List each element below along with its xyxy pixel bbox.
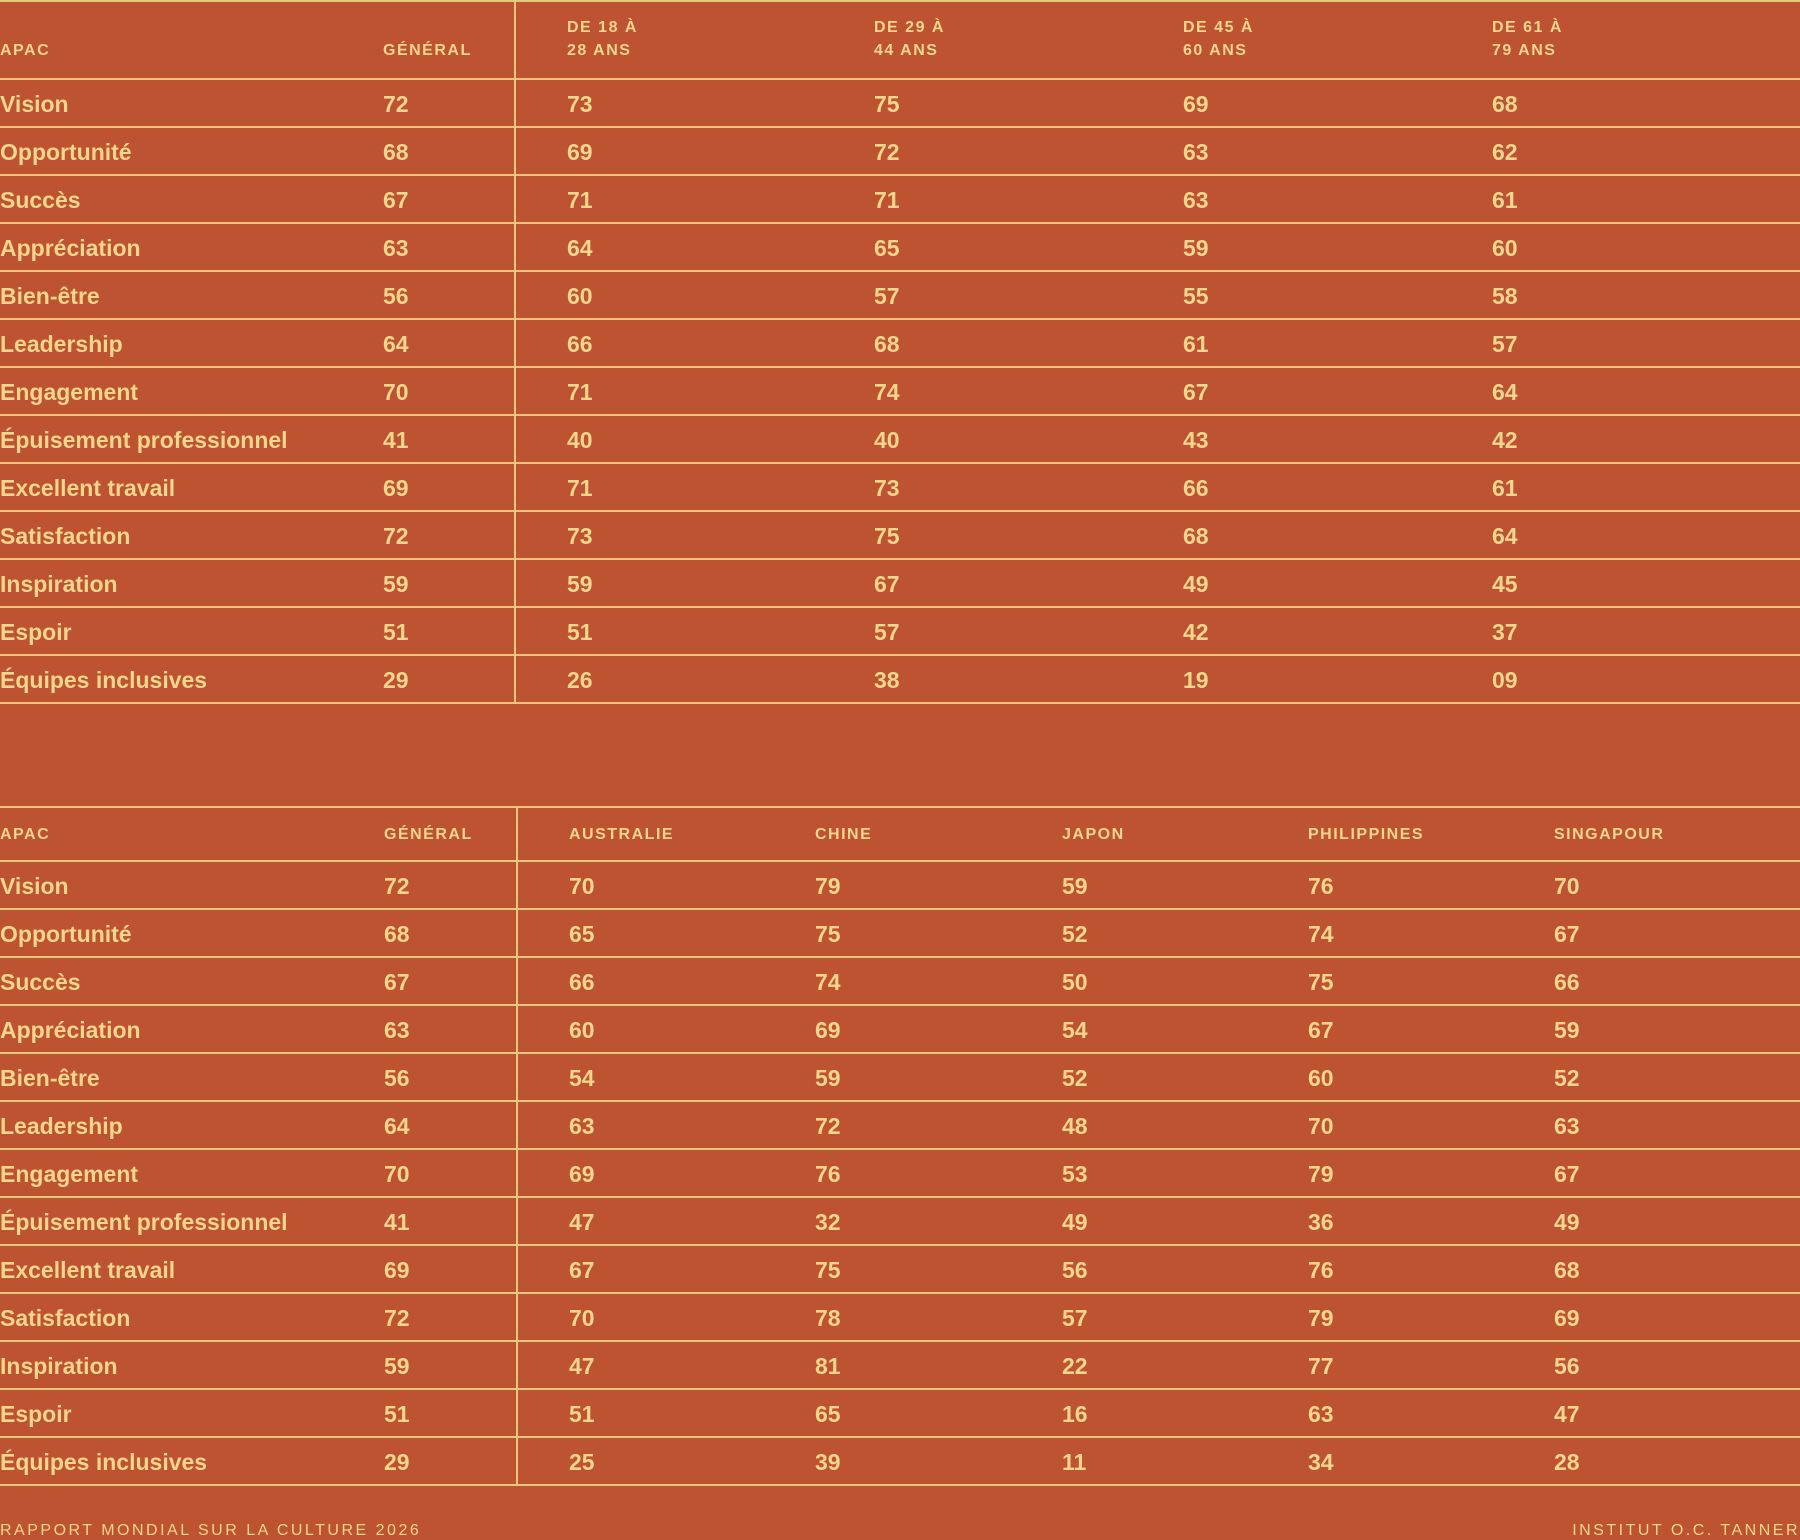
header-general: GÉNÉRAL: [384, 826, 473, 843]
row-value: 63: [1554, 1113, 1580, 1139]
table-row: [0, 1198, 1800, 1246]
row-value: 40: [874, 427, 900, 453]
row-value: 76: [1308, 873, 1334, 899]
table-row: [0, 224, 1800, 272]
header-china: CHINE: [815, 826, 873, 843]
row-value: 51: [567, 619, 593, 645]
row-value: 56: [1554, 1353, 1580, 1379]
row-value: 72: [815, 1113, 841, 1139]
row-value: 52: [1554, 1065, 1580, 1091]
row-value: 28: [1554, 1449, 1580, 1475]
row-value: 16: [1062, 1401, 1088, 1427]
row-value: 58: [1492, 283, 1518, 309]
row-value: 41: [383, 427, 409, 453]
table-row: [0, 272, 1800, 320]
row-value: 76: [815, 1161, 841, 1187]
row-value: 68: [1554, 1257, 1580, 1283]
table-row: [0, 1438, 1800, 1486]
row-value: 69: [384, 1257, 410, 1283]
row-label: Engagement: [0, 379, 139, 405]
row-value: 69: [567, 139, 593, 165]
row-value: 73: [567, 91, 593, 117]
row-value: 64: [567, 235, 593, 261]
row-value: 19: [1183, 667, 1209, 693]
row-label: Leadership: [0, 331, 123, 357]
row-value: 68: [1492, 91, 1518, 117]
row-value: 74: [1308, 921, 1334, 947]
row-label: Bien-être: [0, 283, 100, 309]
row-value: 67: [1554, 921, 1580, 947]
row-value: 72: [383, 523, 409, 549]
row-value: 59: [1554, 1017, 1580, 1043]
column-divider: [514, 0, 516, 702]
row-value: 56: [383, 283, 409, 309]
row-label: Opportunité: [0, 139, 132, 165]
row-value: 53: [1062, 1161, 1088, 1187]
row-value: 54: [1062, 1017, 1088, 1043]
row-value: 54: [569, 1065, 595, 1091]
row-value: 48: [1062, 1113, 1088, 1139]
header-age-61-79: DE 61 À 79 ANS: [1492, 19, 1563, 59]
row-value: 68: [383, 139, 409, 165]
table-body: [0, 80, 1800, 704]
row-value: 68: [874, 331, 900, 357]
row-value: 69: [1554, 1305, 1580, 1331]
row-value: 60: [569, 1017, 595, 1043]
row-value: 70: [383, 379, 409, 405]
header-age-29-44: DE 29 À 44 ANS: [874, 19, 945, 59]
row-value: 34: [1308, 1449, 1334, 1475]
row-value: 63: [569, 1113, 595, 1139]
row-value: 22: [1062, 1353, 1088, 1379]
table-body: [0, 862, 1800, 1486]
row-value: 69: [1183, 91, 1209, 117]
row-value: 67: [383, 187, 409, 213]
row-label: Vision: [0, 873, 69, 899]
row-value: 67: [1554, 1161, 1580, 1187]
row-label: Espoir: [0, 619, 72, 645]
row-label: Satisfaction: [0, 523, 131, 549]
row-value: 77: [1308, 1353, 1334, 1379]
row-value: 72: [383, 91, 409, 117]
row-value: 73: [567, 523, 593, 549]
row-value: 67: [874, 571, 900, 597]
row-value: 43: [1183, 427, 1209, 453]
row-label: Vision: [0, 91, 69, 117]
row-value: 64: [1492, 379, 1518, 405]
table-row: [0, 1246, 1800, 1294]
row-value: 74: [815, 969, 841, 995]
table-row: [0, 862, 1800, 910]
table-row: [0, 910, 1800, 958]
row-label: Succès: [0, 187, 81, 213]
row-value: 55: [1183, 283, 1209, 309]
row-value: 11: [1062, 1449, 1087, 1475]
row-value: 79: [1308, 1161, 1334, 1187]
table-row: [0, 656, 1800, 704]
row-value: 66: [569, 969, 595, 995]
header-japan: JAPON: [1062, 826, 1125, 843]
row-value: 75: [815, 1257, 841, 1283]
row-value: 47: [569, 1353, 595, 1379]
table-row: [0, 1150, 1800, 1198]
row-value: 76: [1308, 1257, 1334, 1283]
row-value: 65: [815, 1401, 841, 1427]
row-value: 51: [384, 1401, 410, 1427]
table-row: [0, 512, 1800, 560]
row-value: 64: [384, 1113, 410, 1139]
header-philippines: PHILIPPINES: [1308, 826, 1425, 843]
row-value: 65: [874, 235, 900, 261]
row-label: Opportunité: [0, 921, 132, 947]
row-value: 42: [1492, 427, 1518, 453]
row-value: 47: [569, 1209, 595, 1235]
country-breakdown-table: [0, 806, 1800, 1486]
row-value: 63: [383, 235, 409, 261]
table-header-row: [0, 0, 1800, 80]
table-row: [0, 560, 1800, 608]
table-row: [0, 1054, 1800, 1102]
row-value: 62: [1492, 139, 1518, 165]
row-value: 75: [1308, 969, 1334, 995]
row-label: Engagement: [0, 1161, 139, 1187]
row-value: 74: [874, 379, 900, 405]
row-value: 52: [1062, 921, 1088, 947]
row-value: 40: [567, 427, 593, 453]
row-value: 69: [815, 1017, 841, 1043]
age-breakdown-table: [0, 0, 1800, 704]
row-value: 59: [815, 1065, 841, 1091]
column-divider: [516, 806, 518, 1486]
row-label: Espoir: [0, 1401, 72, 1427]
table-row: [0, 176, 1800, 224]
table-row: [0, 128, 1800, 176]
row-value: 52: [1062, 1065, 1088, 1091]
row-value: 71: [567, 379, 593, 405]
row-value: 71: [567, 187, 593, 213]
table-row: [0, 320, 1800, 368]
row-value: 49: [1554, 1209, 1580, 1235]
row-value: 59: [1062, 873, 1088, 899]
row-value: 59: [1183, 235, 1209, 261]
row-value: 72: [874, 139, 900, 165]
row-value: 75: [874, 91, 900, 117]
row-label: Appréciation: [0, 1017, 141, 1043]
row-value: 42: [1183, 619, 1209, 645]
row-value: 09: [1492, 667, 1518, 693]
row-value: 50: [1062, 969, 1088, 995]
table-row: [0, 1294, 1800, 1342]
row-label: Équipes inclusives: [0, 1449, 208, 1475]
row-value: 70: [384, 1161, 410, 1187]
table-row: [0, 1006, 1800, 1054]
row-label: Épuisement professionnel: [0, 427, 288, 453]
row-value: 60: [567, 283, 593, 309]
row-value: 37: [1492, 619, 1518, 645]
row-value: 66: [1554, 969, 1580, 995]
table-row: [0, 368, 1800, 416]
row-value: 63: [1308, 1401, 1334, 1427]
row-value: 70: [569, 1305, 595, 1331]
row-value: 61: [1492, 475, 1518, 501]
row-value: 47: [1554, 1401, 1580, 1427]
table-header-row: [0, 806, 1800, 862]
row-value: 78: [815, 1305, 841, 1331]
row-value: 67: [569, 1257, 595, 1283]
row-value: 29: [384, 1449, 410, 1475]
row-value: 64: [383, 331, 409, 357]
row-value: 56: [384, 1065, 410, 1091]
row-value: 57: [874, 619, 900, 645]
row-value: 56: [1062, 1257, 1088, 1283]
table-row: [0, 416, 1800, 464]
row-value: 67: [384, 969, 410, 995]
row-value: 68: [384, 921, 410, 947]
row-value: 79: [815, 873, 841, 899]
header-singapore: SINGAPOUR: [1554, 826, 1665, 843]
row-value: 70: [569, 873, 595, 899]
row-value: 70: [1554, 873, 1580, 899]
table-row: [0, 1390, 1800, 1438]
row-label: Épuisement professionnel: [0, 1209, 288, 1235]
row-value: 75: [815, 921, 841, 947]
row-value: 72: [384, 873, 410, 899]
row-value: 59: [567, 571, 593, 597]
header-australia: AUSTRALIE: [569, 826, 675, 843]
row-value: 61: [1183, 331, 1209, 357]
row-value: 59: [384, 1353, 410, 1379]
header-general: GÉNÉRAL: [383, 42, 472, 59]
row-value: 63: [1183, 187, 1209, 213]
row-label: Inspiration: [0, 571, 118, 597]
row-value: 69: [569, 1161, 595, 1187]
row-label: Équipes inclusives: [0, 667, 208, 693]
row-value: 72: [384, 1305, 410, 1331]
row-value: 67: [1308, 1017, 1334, 1043]
row-value: 63: [1183, 139, 1209, 165]
row-value: 75: [874, 523, 900, 549]
row-value: 71: [567, 475, 593, 501]
table-row: [0, 1342, 1800, 1390]
row-value: 49: [1183, 571, 1209, 597]
header-region: APAC: [0, 42, 51, 59]
row-value: 66: [567, 331, 593, 357]
row-label: Appréciation: [0, 235, 141, 261]
row-value: 26: [567, 667, 593, 693]
header-region: APAC: [0, 826, 51, 843]
row-value: 36: [1308, 1209, 1334, 1235]
row-value: 67: [1183, 379, 1209, 405]
row-value: 51: [569, 1401, 595, 1427]
row-value: 60: [1492, 235, 1518, 261]
row-value: 38: [874, 667, 900, 693]
row-value: 66: [1183, 475, 1209, 501]
row-value: 32: [815, 1209, 841, 1235]
row-label: Satisfaction: [0, 1305, 131, 1331]
row-value: 57: [1062, 1305, 1088, 1331]
table-row: [0, 958, 1800, 1006]
row-value: 69: [383, 475, 409, 501]
footer-publisher: INSTITUT O.C. TANNER: [1572, 1522, 1800, 1539]
row-label: Succès: [0, 969, 81, 995]
header-age-18-28: DE 18 À 28 ANS: [567, 19, 638, 59]
row-label: Inspiration: [0, 1353, 118, 1379]
row-value: 59: [383, 571, 409, 597]
row-value: 57: [1492, 331, 1518, 357]
footer-report-title: RAPPORT MONDIAL SUR LA CULTURE 2026: [0, 1522, 422, 1539]
row-value: 41: [384, 1209, 410, 1235]
row-value: 49: [1062, 1209, 1088, 1235]
table-row: [0, 608, 1800, 656]
row-label: Excellent travail: [0, 475, 176, 501]
row-value: 63: [384, 1017, 410, 1043]
row-label: Leadership: [0, 1113, 123, 1139]
table-row: [0, 464, 1800, 512]
row-value: 60: [1308, 1065, 1334, 1091]
row-value: 64: [1492, 523, 1518, 549]
row-value: 71: [874, 187, 900, 213]
row-value: 29: [383, 667, 409, 693]
table-row: [0, 80, 1800, 128]
header-age-45-60: DE 45 À 60 ANS: [1183, 19, 1254, 59]
table-row: [0, 1102, 1800, 1150]
row-value: 39: [815, 1449, 841, 1475]
row-value: 45: [1492, 571, 1518, 597]
row-value: 73: [874, 475, 900, 501]
row-value: 51: [383, 619, 409, 645]
row-value: 65: [569, 921, 595, 947]
row-value: 68: [1183, 523, 1209, 549]
row-value: 25: [569, 1449, 595, 1475]
row-label: Excellent travail: [0, 1257, 176, 1283]
row-value: 61: [1492, 187, 1518, 213]
row-value: 81: [815, 1353, 841, 1379]
row-value: 79: [1308, 1305, 1334, 1331]
row-value: 70: [1308, 1113, 1334, 1139]
row-value: 57: [874, 283, 900, 309]
row-label: Bien-être: [0, 1065, 100, 1091]
